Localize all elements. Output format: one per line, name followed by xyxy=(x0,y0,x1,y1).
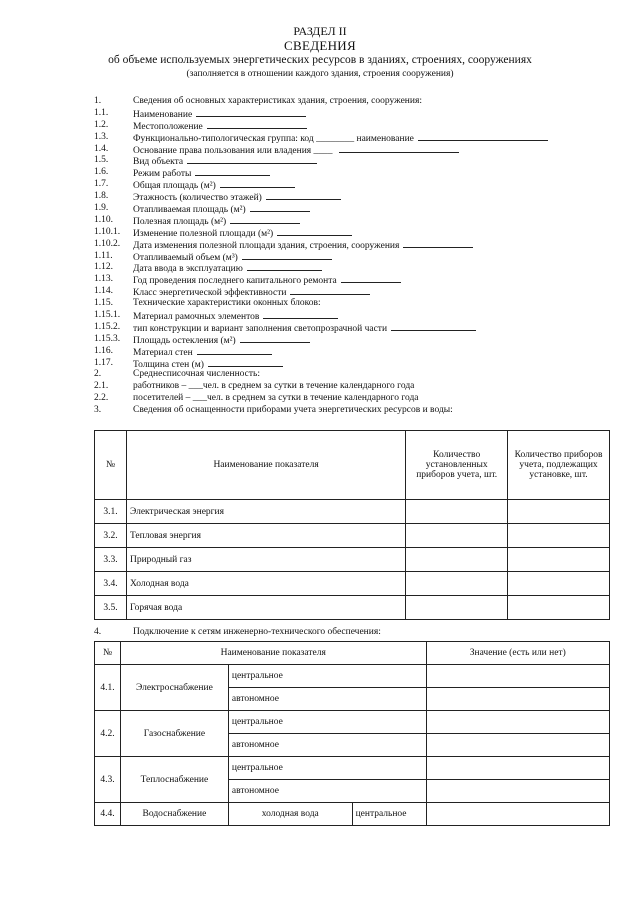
item-label: Функционально-типологическая группа: код ________ наименование xyxy=(133,132,548,146)
item-label: Изменение полезной площади (м²) xyxy=(133,227,352,241)
required-cell[interactable] xyxy=(508,572,610,596)
list-item xyxy=(94,381,604,393)
fill-line[interactable] xyxy=(277,227,352,236)
item-label: Площадь остекления (м²) xyxy=(133,334,310,348)
table-row xyxy=(95,711,610,734)
row-sub-autonomous: автономное xyxy=(228,688,426,711)
item-number: 1.17. xyxy=(94,357,113,368)
item-number: 1.12. xyxy=(94,262,113,273)
row-sub2: центральное xyxy=(352,803,426,826)
item-label: Этажность (количество этажей) xyxy=(133,191,341,205)
item-label: Отапливаемая площадь (м²) xyxy=(133,203,310,217)
item-label: Наименование xyxy=(133,108,306,122)
row-num: 3.5. xyxy=(95,596,127,620)
list-item xyxy=(94,346,604,358)
document-title: СВЕДЕНИЯ xyxy=(284,38,356,53)
item-number: 1.15.3. xyxy=(94,333,121,344)
item-label: Толщина стен (м) xyxy=(133,358,283,372)
section-4-text: Подключение к сетям инженерно-технического обеспечения: xyxy=(133,627,381,637)
item-number: 1.6. xyxy=(94,167,109,178)
document-subtitle: об объеме используемых энергетических ресурсов в зданиях, строениях, сооружениях xyxy=(108,54,532,66)
row-num: 4.2. xyxy=(95,711,121,757)
fill-line[interactable] xyxy=(197,346,272,355)
list-item xyxy=(94,108,604,120)
col-header-value: Значение (есть или нет) xyxy=(426,642,610,665)
row-name: Природный газ xyxy=(126,548,405,572)
item-number: 2.2. xyxy=(94,393,109,404)
value-cell[interactable] xyxy=(426,688,610,711)
list-item xyxy=(94,298,604,310)
value-cell[interactable] xyxy=(426,757,610,780)
fill-line[interactable] xyxy=(341,274,401,283)
list-item xyxy=(94,405,604,417)
required-cell[interactable] xyxy=(508,500,610,524)
col-header-num: № xyxy=(95,431,127,500)
list-item xyxy=(94,322,604,334)
list-item xyxy=(94,393,604,405)
item-label: Среднесписочная численность: xyxy=(133,369,261,380)
item-label: Основание права пользования или владения ____ xyxy=(133,144,459,158)
item-number: 1.9. xyxy=(94,203,109,214)
installed-cell[interactable] xyxy=(406,524,508,548)
row-name: Холодная вода xyxy=(126,572,405,596)
list-item xyxy=(94,155,604,167)
item-label: Дата ввода в эксплуатацию xyxy=(133,262,322,276)
value-cell[interactable] xyxy=(426,734,610,757)
list-item xyxy=(94,96,604,108)
fill-line[interactable] xyxy=(240,334,310,343)
fill-line[interactable] xyxy=(187,155,317,164)
fill-line[interactable] xyxy=(208,358,283,367)
row-sub-central: центральное xyxy=(228,757,426,780)
row-name: Водоснабжение xyxy=(120,803,228,826)
item-number: 1. xyxy=(94,96,102,106)
item-label: Материал стен xyxy=(133,346,272,360)
item-number: 1.13. xyxy=(94,274,113,285)
list-item xyxy=(94,203,604,215)
row-sub-autonomous: автономное xyxy=(228,734,426,757)
list-item xyxy=(94,251,604,263)
value-cell[interactable] xyxy=(426,665,610,688)
fill-line[interactable] xyxy=(207,120,307,129)
row-num: 4.3. xyxy=(95,757,121,803)
row-sub: холодная вода xyxy=(228,803,352,826)
fill-line[interactable] xyxy=(230,215,300,224)
fill-line[interactable] xyxy=(196,108,306,117)
table-row xyxy=(95,596,610,620)
row-name: Электрическая энергия xyxy=(126,500,405,524)
list-item xyxy=(94,286,604,298)
col-header-required: Количество приборов учета, подлежащих установке, шт. xyxy=(508,431,610,500)
item-label: Технические характеристики оконных блоков: xyxy=(133,298,321,309)
item-number: 1.8. xyxy=(94,191,109,202)
list-item xyxy=(94,239,604,251)
row-num: 3.4. xyxy=(95,572,127,596)
required-cell[interactable] xyxy=(508,548,610,572)
list-item xyxy=(94,120,604,132)
fill-line[interactable] xyxy=(290,286,370,295)
item-number: 1.5. xyxy=(94,155,109,166)
list-item xyxy=(94,191,604,203)
item-label: Общая площадь (м²) xyxy=(133,179,295,193)
required-cell[interactable] xyxy=(508,596,610,620)
item-number: 1.14. xyxy=(94,286,113,297)
table-row xyxy=(95,757,610,780)
item-label: Дата изменения полезной площади здания, строения, сооружения xyxy=(133,239,473,253)
installed-cell[interactable] xyxy=(406,596,508,620)
fill-line[interactable] xyxy=(418,132,548,141)
list-item xyxy=(94,262,604,274)
fill-line[interactable] xyxy=(195,167,270,176)
list-item xyxy=(94,334,604,346)
item-number: 1.3. xyxy=(94,131,109,142)
item-number: 1.10. xyxy=(94,214,113,225)
item-label: посетителей – ___чел. в среднем за сутки в течение календарного года xyxy=(133,393,419,404)
item-number: 1.10.2. xyxy=(94,238,121,249)
fill-line[interactable] xyxy=(242,251,332,260)
row-sub-autonomous: автономное xyxy=(228,780,426,803)
item-number: 1.10.1. xyxy=(94,226,121,237)
list-item xyxy=(94,310,604,322)
row-name: Электроснабжение xyxy=(120,665,228,711)
installed-cell[interactable] xyxy=(406,572,508,596)
item-number: 1.16. xyxy=(94,345,113,356)
required-cell[interactable] xyxy=(508,524,610,548)
item-label: Класс энергетической эффективности xyxy=(133,286,370,300)
row-num: 3.2. xyxy=(95,524,127,548)
item-label: Отапливаемый объем (м³) xyxy=(133,251,332,265)
fill-note: (заполняется в отношении каждого здания, строения сооружения) xyxy=(186,69,454,79)
item-number: 1.15. xyxy=(94,298,113,309)
fill-line[interactable] xyxy=(250,203,310,212)
installed-cell[interactable] xyxy=(406,548,508,572)
meters-table xyxy=(94,430,610,620)
col-header-name: Наименование показателя xyxy=(126,431,405,500)
list-item xyxy=(94,227,604,239)
section-4-num: 4. xyxy=(94,627,102,637)
list-item xyxy=(94,274,604,286)
fill-line[interactable] xyxy=(220,179,295,188)
item-label: Материал рамочных элементов xyxy=(133,310,338,324)
item-label: Год проведения последнего капитального ремонта xyxy=(133,274,401,288)
row-name: Горячая вода xyxy=(126,596,405,620)
item-number: 2. xyxy=(94,369,102,380)
item-number: 1.15.2. xyxy=(94,321,121,332)
fill-line[interactable] xyxy=(403,239,473,248)
row-name: Тепловая энергия xyxy=(126,524,405,548)
item-number: 2.1. xyxy=(94,381,109,392)
value-cell[interactable] xyxy=(426,780,610,803)
section-heading: РАЗДЕЛ II xyxy=(293,24,347,38)
col-header-name: Наименование показателя xyxy=(120,642,426,665)
col-header-num: № xyxy=(95,642,121,665)
item-label: Вид объекта xyxy=(133,155,317,169)
item-label: работников – ___чел. в среднем за сутки в течение календарного года xyxy=(133,381,415,392)
row-name: Газоснабжение xyxy=(120,711,228,757)
list-item xyxy=(94,369,604,381)
item-number: 1.15.1. xyxy=(94,310,121,321)
fill-line[interactable] xyxy=(263,310,338,319)
list-item xyxy=(94,179,604,191)
item-label: Полезная площадь (м²) xyxy=(133,215,300,229)
row-num: 4.1. xyxy=(95,665,121,711)
item-number: 1.4. xyxy=(94,143,109,154)
section-4-heading xyxy=(94,627,381,637)
fill-line[interactable] xyxy=(266,191,341,200)
row-sub-central: центральное xyxy=(228,665,426,688)
networks-table xyxy=(94,641,610,826)
fill-line[interactable] xyxy=(391,322,476,331)
col-header-installed: Количество установленных приборов учета, шт. xyxy=(406,431,508,500)
item-number: 1.11. xyxy=(94,250,113,261)
item-number: 1.2. xyxy=(94,119,109,130)
fill-line[interactable] xyxy=(339,144,459,153)
value-cell[interactable] xyxy=(426,711,610,734)
list-item xyxy=(94,215,604,227)
item-number: 1.7. xyxy=(94,179,109,190)
list-item xyxy=(94,144,604,156)
item-label: тип конструкции и вариант заполнения светопрозрачной части xyxy=(133,322,476,336)
list-item xyxy=(94,132,604,144)
table-row xyxy=(95,665,610,688)
item-label: Сведения об оснащенности приборами учета энергетических ресурсов и воды: xyxy=(133,405,453,416)
items-list xyxy=(94,96,604,417)
table-row xyxy=(95,572,610,596)
item-number: 1.1. xyxy=(94,107,109,118)
list-item xyxy=(94,358,604,370)
table-row xyxy=(95,524,610,548)
fill-line[interactable] xyxy=(247,262,322,271)
table-row xyxy=(95,548,610,572)
installed-cell[interactable] xyxy=(406,500,508,524)
list-item xyxy=(94,167,604,179)
table-row xyxy=(95,500,610,524)
item-label: Сведения об основных характеристиках здания, строения, сооружения: xyxy=(133,96,422,106)
row-sub-central: центральное xyxy=(228,711,426,734)
row-num: 4.4. xyxy=(95,803,121,826)
item-number: 3. xyxy=(94,405,102,416)
row-name: Теплоснабжение xyxy=(120,757,228,803)
item-label: Местоположение xyxy=(133,120,307,134)
value-cell[interactable] xyxy=(426,803,610,826)
item-label: Режим работы xyxy=(133,167,270,181)
row-num: 3.1. xyxy=(95,500,127,524)
row-num: 3.3. xyxy=(95,548,127,572)
